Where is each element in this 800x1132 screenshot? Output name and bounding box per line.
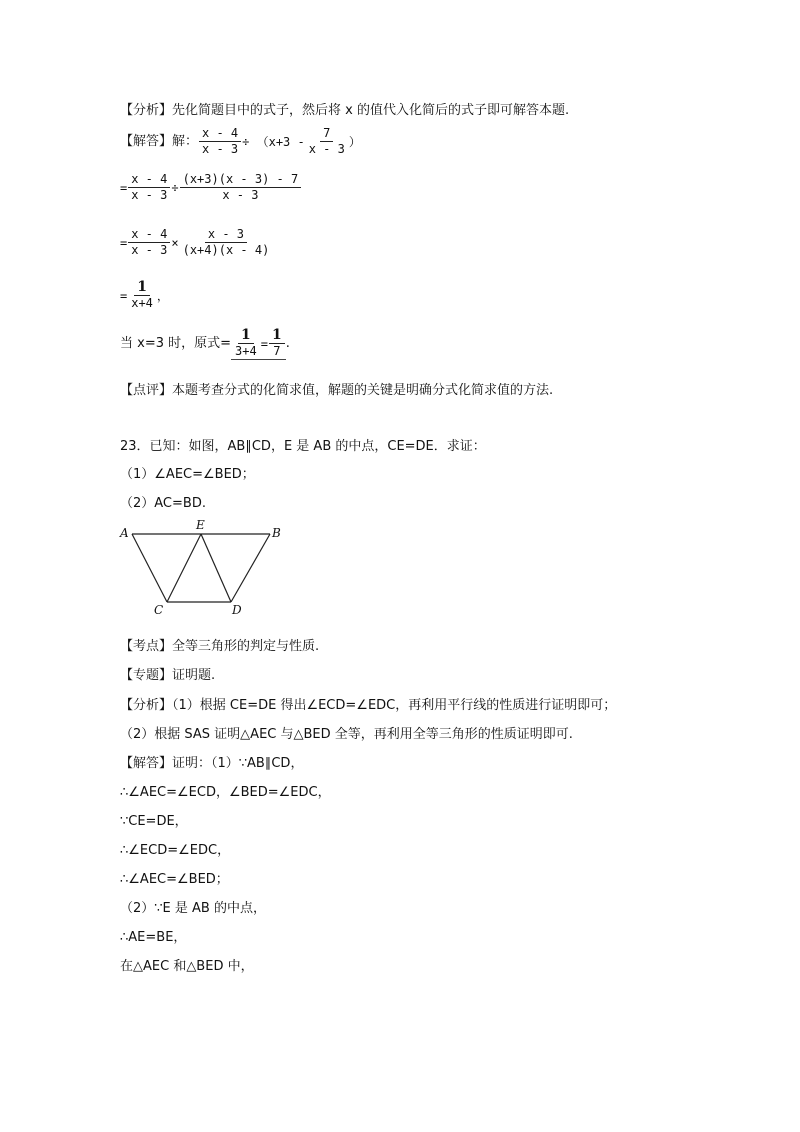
numerator: (x+3)(x - 3) - 7 [180,172,302,188]
numerator: x - 4 [128,227,170,243]
analysis-2-line-1: 【分析】（1）根据 CE=DE 得出∠ECD=∠EDC，再利用平行线的性质进行证明即可； [120,698,617,713]
fraction [128,172,170,203]
label-e: E [196,518,205,532]
denominator: 7 [273,344,281,358]
segment-ac [132,534,167,602]
segment-ec [167,534,201,602]
proof-line: ∵CE=DE， [120,814,188,829]
analysis-2-line-2: （2）根据 SAS 证明△AEC 与△BED 全等，再利用全等三角形的性质证明即可. [120,727,573,742]
denominator: 3+4 [235,344,257,358]
label-c: C [154,603,164,617]
fraction [269,328,285,359]
numerator: 1 [269,328,285,344]
step-3 [120,280,169,311]
fraction [128,280,156,311]
period: . [285,336,290,351]
comma: ， [156,289,169,303]
proof-line: ∴AE=BE， [120,930,187,945]
proof-line: 在△AEC 和△BED 中， [120,959,254,974]
denominator: x+4 [131,296,153,310]
analysis-text: 【分析】先化简题目中的式子，然后将 x 的值代入化简后的式子即可解答本题. [120,103,570,118]
equals-sign: = [120,288,128,303]
close-paren: ） [348,134,361,149]
fraction [180,227,273,258]
proof-line: 【解答】证明：（1）∵AB∥CD， [120,756,304,771]
operator: ÷ [171,180,179,195]
fraction [180,172,302,203]
segment-bd [231,534,270,602]
numerator: 1 [238,328,254,344]
substitution-result [231,328,286,360]
substitution-prefix: 当 x=3 时，原式= [120,336,232,351]
label-d: D [232,603,242,617]
equals-sign: = [120,180,128,195]
fraction [199,126,241,157]
step-2 [120,227,273,258]
label-a: A [120,526,129,540]
geometry-figure [118,517,288,621]
label-b: B [272,526,281,540]
operator: ÷ （x+3 - [242,134,305,149]
question-23-title: 23．已知：如图，AB∥CD，E 是 AB 的中点，CE=DE．求证： [120,439,486,454]
numerator: x - 4 [199,126,241,142]
denominator: x - 3 [131,243,168,257]
fraction [306,126,348,157]
numerator: 1 [134,280,150,296]
proof-line: ∴∠ECD=∠EDC， [120,843,231,858]
solution-expression [120,126,361,157]
kaodian-text: 【考点】全等三角形的判定与性质. [120,639,320,654]
numerator: 7 [320,126,333,142]
numerator: x - 3 [205,227,247,243]
zhuanti-text: 【专题】证明题. [120,668,216,683]
fraction [128,227,170,258]
denominator: (x+4)(x - 4) [182,243,270,257]
denominator: x - 3 [308,142,345,156]
step-1 [120,172,302,203]
comment-text: 【点评】本题考查分式的化简求值，解题的关键是明确分式化简求值的方法. [120,383,554,398]
question-23-part-2: （2）AC=BD. [120,496,206,511]
proof-line: （2）∵E 是 AB 的中点， [120,901,266,916]
fraction [232,328,260,359]
segment-ed [201,534,231,602]
proof-line: ∴∠AEC=∠BED； [120,872,229,887]
operator: × [171,235,179,250]
substitution-line [120,328,290,360]
question-23-part-1: （1）∠AEC=∠BED； [120,467,255,482]
given-expression [198,126,361,157]
numerator: x - 4 [128,172,170,188]
equals-sign: = [120,235,128,250]
solution-label: 【解答】解： [120,133,199,149]
equals-sign: = [260,336,268,351]
denominator: x - 3 [202,142,239,156]
denominator: x - 3 [222,188,259,202]
proof-line: ∴∠AEC=∠ECD，∠BED=∠EDC， [120,785,331,800]
trapezoid-diagram [118,517,288,617]
denominator: x - 3 [131,188,168,202]
